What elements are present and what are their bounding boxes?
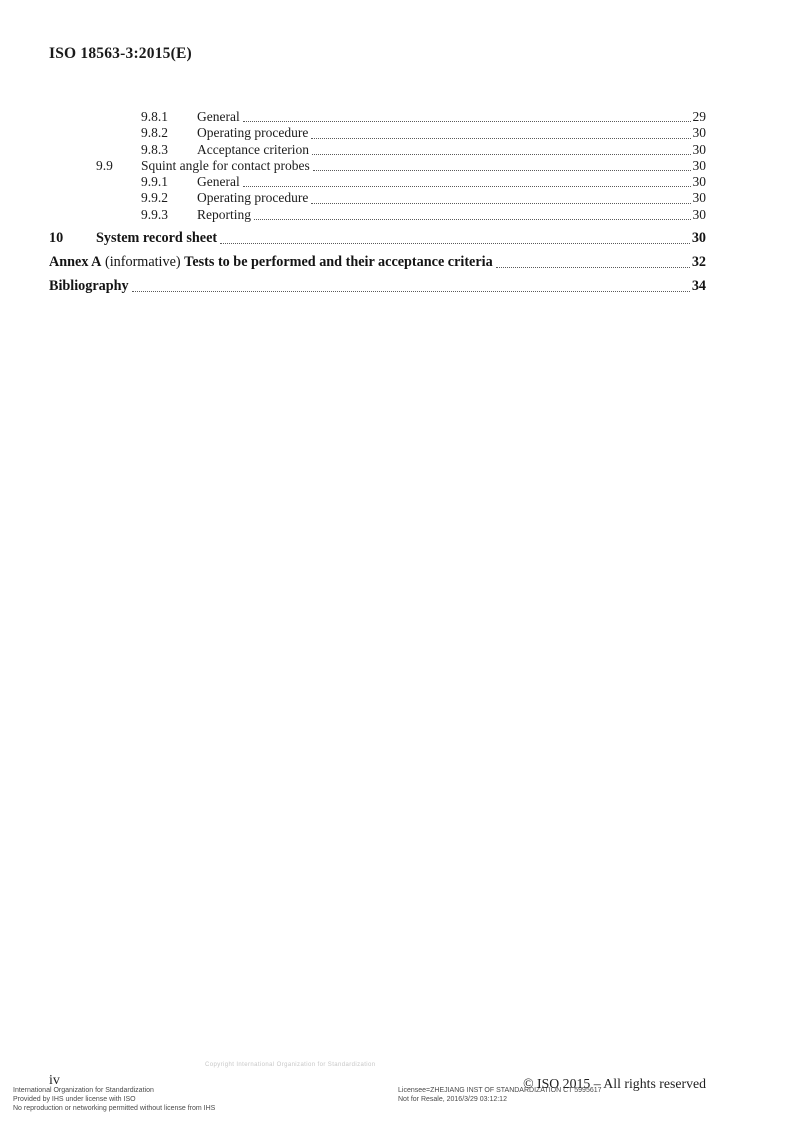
page-number: iv bbox=[49, 1073, 60, 1088]
toc-entry-number: 9.9.2 bbox=[141, 190, 168, 206]
licensee-line: Licensee=ZHEJIANG INST OF STANDARDIZATION CT 5995617 bbox=[398, 1087, 602, 1094]
toc-entry-page: 30 bbox=[691, 230, 706, 247]
toc-entry-number: 9.8.1 bbox=[141, 109, 168, 124]
toc-entry bbox=[49, 190, 706, 206]
dot-leader bbox=[132, 291, 690, 292]
toc-entry-label: Operating procedure bbox=[197, 125, 309, 141]
dot-leader bbox=[313, 170, 691, 171]
toc-entry bbox=[49, 254, 706, 271]
toc-entry-number: 10 bbox=[49, 230, 64, 247]
legal-line: No reproduction or networking permitted without license from IHS bbox=[13, 1105, 216, 1112]
toc-entry-number: 9.9.3 bbox=[141, 206, 168, 222]
toc-entry-page: 30 bbox=[692, 206, 706, 222]
table-of-contents bbox=[49, 109, 706, 295]
toc-entry-label: Operating procedure bbox=[197, 190, 309, 206]
toc-entry bbox=[49, 230, 706, 247]
toc-entry-number: 9.9 bbox=[96, 157, 113, 173]
toc-entry-number: 9.9.1 bbox=[141, 174, 168, 190]
toc-entry-page: 32 bbox=[691, 254, 706, 271]
legal-line: International Organization for Standardization bbox=[13, 1087, 154, 1094]
toc-entry bbox=[49, 278, 706, 295]
legal-line: Provided by IHS under license with ISO bbox=[13, 1096, 136, 1103]
toc-entry-page: 30 bbox=[692, 125, 706, 141]
toc-entry-label: System record sheet bbox=[96, 230, 218, 247]
toc-entry-number: 9.8.2 bbox=[141, 125, 168, 141]
toc-entry-label: Squint angle for contact probes bbox=[141, 157, 310, 173]
dot-leader bbox=[254, 219, 691, 220]
dot-leader bbox=[312, 154, 690, 155]
toc-entry-label: Bibliography bbox=[49, 278, 129, 295]
dot-leader bbox=[496, 267, 690, 268]
toc-entry-page: 30 bbox=[692, 174, 706, 190]
toc-entry-label: Reporting bbox=[197, 206, 251, 222]
toc-entry bbox=[49, 174, 706, 190]
dot-leader bbox=[243, 186, 691, 187]
toc-entry-label: General bbox=[197, 174, 240, 190]
toc-entry-page: 34 bbox=[691, 278, 706, 295]
toc-entry-page: 30 bbox=[692, 141, 706, 157]
dot-leader bbox=[311, 138, 690, 139]
toc-entry-label: General bbox=[197, 109, 240, 124]
dot-leader bbox=[311, 203, 690, 204]
toc-entry bbox=[49, 142, 706, 158]
toc-entry-page: 30 bbox=[692, 157, 706, 173]
faint-copyright-watermark: Copyright International Organization for Standardization bbox=[205, 1062, 376, 1068]
dot-leader bbox=[243, 121, 691, 122]
toc-entry bbox=[49, 207, 706, 223]
dot-leader bbox=[220, 243, 690, 244]
toc-entry-label: Annex A (informative) Tests to be performed and their acceptance criteria bbox=[49, 254, 493, 271]
document-reference: ISO 18563-3:2015(E) bbox=[49, 45, 192, 62]
toc-entry-page: 30 bbox=[692, 190, 706, 206]
ihs-legal-notice bbox=[13, 1086, 215, 1113]
toc-entry bbox=[49, 125, 706, 141]
not-for-resale-line: Not for Resale, 2016/3/29 03:12:12 bbox=[398, 1096, 507, 1103]
toc-entry bbox=[49, 109, 706, 125]
toc-entry-label: Acceptance criterion bbox=[197, 141, 310, 157]
toc-entry-page: 29 bbox=[692, 109, 706, 124]
toc-entry bbox=[49, 158, 706, 174]
toc-entry-number: 9.8.3 bbox=[141, 141, 168, 157]
copyright-notice: © ISO 2015 – All rights reserved bbox=[523, 1076, 706, 1091]
